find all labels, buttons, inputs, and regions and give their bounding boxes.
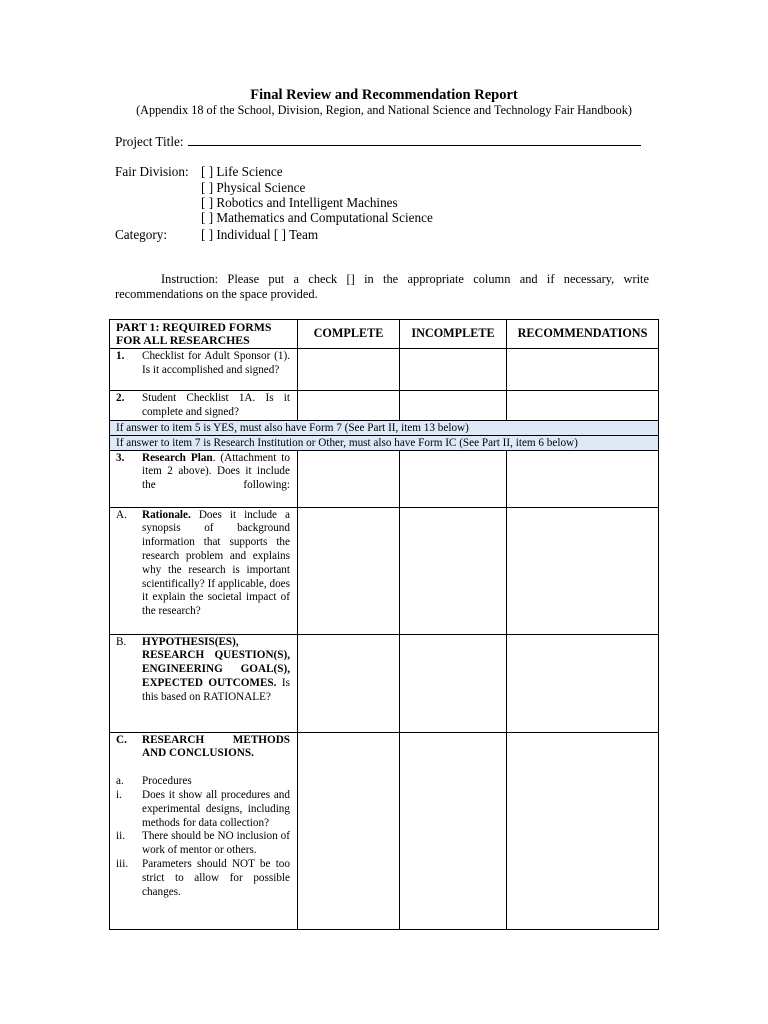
incomplete-cell[interactable] xyxy=(400,391,507,421)
item-a-cell: A. Rationale. Does it include a synopsis of background information that supports the research problem and explains why the research is important scientifically? If applicable, does it explain the societal impact of the research? xyxy=(110,507,298,634)
complete-cell[interactable] xyxy=(298,507,400,634)
item-1-cell: 1. Checklist for Adult Sponsor (1). Is it accomplished and signed? xyxy=(110,349,298,391)
recommendation-cell[interactable] xyxy=(507,507,659,634)
recommendation-cell[interactable] xyxy=(507,450,659,507)
incomplete-cell[interactable] xyxy=(400,732,507,929)
category-label: Category: xyxy=(115,227,168,242)
incomplete-cell[interactable] xyxy=(400,349,507,391)
note-row xyxy=(110,420,659,435)
review-table xyxy=(109,319,659,930)
incomplete-cell[interactable] xyxy=(400,507,507,634)
table-header-row xyxy=(110,320,659,349)
note-text: If answer to item 7 is Research Institution or Other, must also have Form IC (See Part II, item 6 below) xyxy=(110,435,659,450)
recommendation-cell[interactable] xyxy=(507,732,659,929)
recommendation-cell[interactable] xyxy=(507,349,659,391)
note-text: If answer to item 5 is YES, must also have Form 7 (See Part II, item 13 below) xyxy=(110,420,659,435)
incomplete-header: INCOMPLETE xyxy=(400,320,507,349)
complete-cell[interactable] xyxy=(298,634,400,732)
item-b-cell: B. HYPOTHESIS(ES), RESEARCH QUESTION(S), ENGINEERING GOAL(S), EXPECTED OUTCOMES. Is this based on RATIONALE? xyxy=(110,634,298,732)
category-options[interactable]: [ ] Individual [ ] Team xyxy=(201,227,319,242)
table-row xyxy=(110,507,659,634)
fair-division-option[interactable]: [ ] Mathematics and Computational Science xyxy=(201,210,433,225)
note-row xyxy=(110,435,659,450)
report-subtitle: (Appendix 18 of the School, Division, Region, and National Science and Technology Fair Handbook) xyxy=(136,103,632,117)
table-row xyxy=(110,732,659,929)
item-3-cell: 3. Research Plan. (Attachment to item 2 above). Does it include the following: xyxy=(110,450,298,507)
complete-cell[interactable] xyxy=(298,450,400,507)
project-title-label: Project Title: xyxy=(115,134,184,149)
recommendations-header: RECOMMENDATIONS xyxy=(507,320,659,349)
complete-cell[interactable] xyxy=(298,732,400,929)
incomplete-cell[interactable] xyxy=(400,634,507,732)
recommendation-cell[interactable] xyxy=(507,634,659,732)
table-row xyxy=(110,349,659,391)
table-row xyxy=(110,450,659,507)
incomplete-cell[interactable] xyxy=(400,450,507,507)
item-c-cell: C. RESEARCH METHODS AND CONCLUSIONS. a. Procedures i. Does it show all procedures and experimental designs, including methods for data collection? ii. There should be NO inclusion of work of mentor or others. iii. Parameters should NOT be too strict to allow for possible changes. xyxy=(110,732,298,929)
table-row xyxy=(110,391,659,421)
fair-division-label: Fair Division: xyxy=(115,164,189,179)
project-title-blank[interactable] xyxy=(188,134,641,146)
fair-division-option[interactable]: [ ] Physical Science xyxy=(201,180,306,195)
complete-cell[interactable] xyxy=(298,349,400,391)
part1-header: PART 1: REQUIRED FORMS FOR ALL RESEARCHES xyxy=(110,320,298,349)
table-row xyxy=(110,634,659,732)
project-title-line xyxy=(115,134,641,150)
report-title: Final Review and Recommendation Report xyxy=(250,87,518,103)
complete-header: COMPLETE xyxy=(298,320,400,349)
instruction-text: Instruction: Please put a check [] in the appropriate column and if necessary, write recommendations on the space provided. xyxy=(115,272,649,301)
item-2-cell: 2. Student Checklist 1A. Is it complete and signed? xyxy=(110,391,298,421)
recommendation-cell[interactable] xyxy=(507,391,659,421)
complete-cell[interactable] xyxy=(298,391,400,421)
fair-division-option[interactable]: [ ] Robotics and Intelligent Machines xyxy=(201,195,398,210)
fair-division-option[interactable]: [ ] Life Science xyxy=(201,164,283,179)
